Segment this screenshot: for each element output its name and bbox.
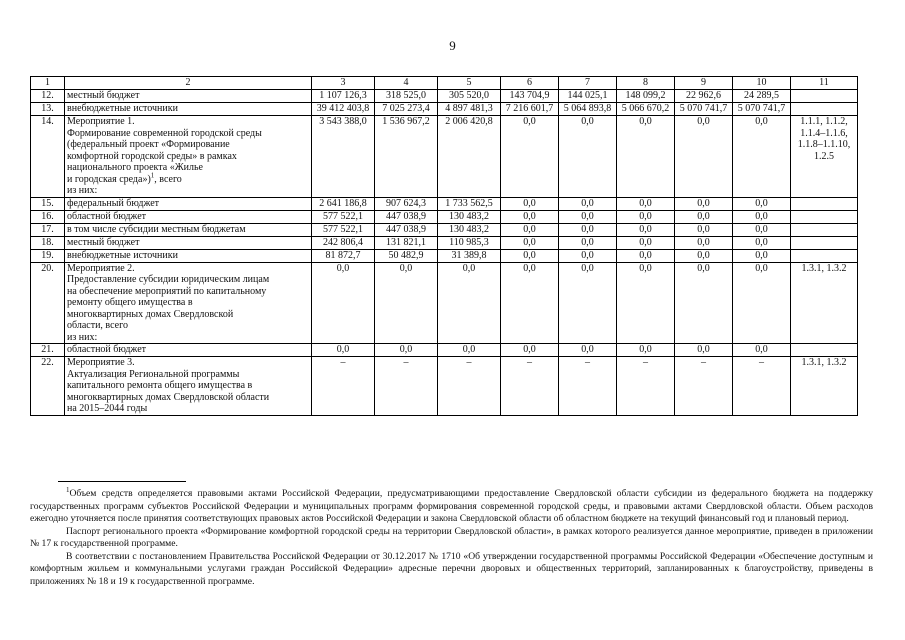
row-number: 22. bbox=[31, 357, 65, 416]
target-refs bbox=[791, 116, 858, 198]
header-cell: 10 bbox=[733, 77, 791, 90]
description-line bbox=[67, 392, 309, 404]
description-text: на обеспечение мероприятий по капитальному bbox=[67, 285, 267, 297]
value-cell: – bbox=[617, 357, 675, 416]
value-cell: 24 289,5 bbox=[733, 90, 791, 103]
value-cell: 81 872,7 bbox=[312, 249, 375, 262]
target-ref: 1.1.4–1.1.6, bbox=[800, 127, 848, 139]
description-line bbox=[67, 263, 309, 275]
value-cell: 31 389,8 bbox=[438, 249, 501, 262]
description-line bbox=[67, 151, 309, 163]
target-refs bbox=[791, 357, 858, 416]
value-cell: 0,0 bbox=[375, 262, 438, 344]
table-row bbox=[31, 90, 858, 103]
description-text: (федеральный проект «Формирование bbox=[67, 139, 230, 150]
value-cell: 2 006 420,8 bbox=[438, 116, 501, 198]
value-cell: 0,0 bbox=[733, 223, 791, 236]
description-text: Актуализация Региональной программы bbox=[67, 368, 240, 380]
value-cell: 0,0 bbox=[501, 249, 559, 262]
description-text: местный бюджет bbox=[67, 236, 140, 248]
description-text: национального проекта «Жилье bbox=[67, 162, 203, 173]
value-cell: 0,0 bbox=[733, 262, 791, 344]
target-ref: 1.2.5 bbox=[814, 150, 834, 162]
table-row bbox=[31, 223, 858, 236]
value-cell: 0,0 bbox=[312, 344, 375, 357]
description-line bbox=[67, 369, 309, 381]
description-line bbox=[67, 320, 309, 332]
table-row bbox=[31, 236, 858, 249]
value-cell: 0,0 bbox=[733, 116, 791, 198]
value-cell: 2 641 186,8 bbox=[312, 197, 375, 210]
value-cell: 0,0 bbox=[617, 344, 675, 357]
description-line bbox=[67, 344, 309, 356]
value-cell: – bbox=[501, 357, 559, 416]
row-description bbox=[65, 344, 312, 357]
table-row bbox=[31, 249, 858, 262]
row-description bbox=[65, 357, 312, 416]
header-cell: 5 bbox=[438, 77, 501, 90]
description-text: внебюджетные источники bbox=[67, 103, 178, 114]
table-row bbox=[31, 262, 858, 344]
financing-table bbox=[30, 76, 858, 416]
row-description bbox=[65, 223, 312, 236]
description-text: многоквартирных домах Свердловской bbox=[67, 308, 234, 320]
target-refs bbox=[791, 344, 858, 357]
value-cell: 0,0 bbox=[501, 236, 559, 249]
header-cell: 6 bbox=[501, 77, 559, 90]
description-text: Мероприятие 3. bbox=[67, 357, 135, 368]
description-line bbox=[67, 90, 309, 102]
value-cell: 0,0 bbox=[617, 262, 675, 344]
footnote-text bbox=[30, 485, 873, 526]
description-line bbox=[67, 297, 309, 309]
row-description bbox=[65, 197, 312, 210]
value-cell: – bbox=[675, 357, 733, 416]
value-cell: 242 806,4 bbox=[312, 236, 375, 249]
value-cell: 0,0 bbox=[733, 344, 791, 357]
value-cell: 0,0 bbox=[501, 262, 559, 344]
value-cell: 0,0 bbox=[438, 344, 501, 357]
description-line bbox=[67, 103, 309, 115]
row-description bbox=[65, 116, 312, 198]
value-cell: 907 624,3 bbox=[375, 197, 438, 210]
description-line bbox=[67, 380, 309, 392]
value-cell: 0,0 bbox=[675, 236, 733, 249]
value-cell: 0,0 bbox=[559, 116, 617, 198]
target-refs bbox=[791, 262, 858, 344]
value-cell: 318 525,0 bbox=[375, 90, 438, 103]
description-text: из них: bbox=[67, 185, 98, 196]
value-cell: 1 107 126,3 bbox=[312, 90, 375, 103]
value-cell: 0,0 bbox=[617, 116, 675, 198]
value-cell: 0,0 bbox=[675, 210, 733, 223]
value-cell: – bbox=[312, 357, 375, 416]
value-cell: 0,0 bbox=[675, 197, 733, 210]
description-line bbox=[67, 309, 309, 321]
row-description bbox=[65, 262, 312, 344]
row-number: 16. bbox=[31, 210, 65, 223]
row-number: 21. bbox=[31, 344, 65, 357]
target-ref: 1.3.1, 1.3.2 bbox=[801, 262, 847, 274]
value-cell: 0,0 bbox=[733, 249, 791, 262]
value-cell: 0,0 bbox=[559, 344, 617, 357]
value-cell: 131 821,1 bbox=[375, 236, 438, 249]
description-tail: , всего bbox=[154, 173, 182, 185]
row-description bbox=[65, 103, 312, 116]
value-cell: 1 733 562,5 bbox=[438, 197, 501, 210]
table-row bbox=[31, 357, 858, 416]
description-line bbox=[67, 250, 309, 262]
value-cell: 0,0 bbox=[559, 236, 617, 249]
value-cell: 39 412 403,8 bbox=[312, 103, 375, 116]
value-cell: 447 038,9 bbox=[375, 223, 438, 236]
footnote-divider bbox=[58, 481, 186, 482]
value-cell: 0,0 bbox=[559, 197, 617, 210]
description-line bbox=[67, 274, 309, 286]
page-number: 9 bbox=[449, 38, 456, 53]
value-cell: 5 064 893,8 bbox=[559, 103, 617, 116]
target-refs bbox=[791, 197, 858, 210]
description-line bbox=[67, 211, 309, 223]
value-cell: 0,0 bbox=[617, 249, 675, 262]
description-text: внебюджетные источники bbox=[67, 249, 178, 261]
header-cell: 1 bbox=[31, 77, 65, 90]
value-cell: 3 543 388,0 bbox=[312, 116, 375, 198]
target-ref: 1.3.1, 1.3.2 bbox=[801, 357, 847, 368]
row-number: 13. bbox=[31, 103, 65, 116]
row-description bbox=[65, 210, 312, 223]
target-refs bbox=[791, 90, 858, 103]
value-cell: 0,0 bbox=[438, 262, 501, 344]
target-refs bbox=[791, 223, 858, 236]
row-number: 17. bbox=[31, 223, 65, 236]
description-line bbox=[67, 403, 309, 415]
header-cell: 2 bbox=[65, 77, 312, 90]
description-text: области, всего bbox=[67, 320, 128, 331]
value-cell: – bbox=[733, 357, 791, 416]
value-cell: 0,0 bbox=[733, 236, 791, 249]
value-cell: 305 520,0 bbox=[438, 90, 501, 103]
value-cell: 0,0 bbox=[617, 197, 675, 210]
value-cell: – bbox=[375, 357, 438, 416]
value-cell: 0,0 bbox=[375, 344, 438, 357]
value-cell: 0,0 bbox=[617, 223, 675, 236]
value-cell: 0,0 bbox=[675, 344, 733, 357]
value-cell: 447 038,9 bbox=[375, 210, 438, 223]
description-line bbox=[67, 332, 309, 344]
value-cell: 0,0 bbox=[559, 223, 617, 236]
value-cell: 0,0 bbox=[559, 210, 617, 223]
table-row bbox=[31, 116, 858, 198]
footnote-body: Объем средств определяется правовыми актами Российской Федерации, предусматривающими предоставление Свердловской области субсидии из федерального бюджета на поддержку государственных программ субъектов Российской Федерации и муниципальных программ формирования современной городской среды, и правовыми актами Свердловской области. Объем расходов ежегодно уточняется после принятия соответствующих правовых актов Российской Федерации и закона Свердловской области об областном бюджете на текущий финансовый год и плановый период. bbox=[30, 488, 873, 524]
value-cell: 0,0 bbox=[559, 249, 617, 262]
value-cell: 0,0 bbox=[501, 197, 559, 210]
target-refs bbox=[791, 103, 858, 116]
value-cell: 0,0 bbox=[501, 344, 559, 357]
description-text: в том числе субсидии местным бюджетам bbox=[67, 223, 246, 235]
decree-note: В соответствии с постановлением Правительства Российской Федерации от 30.12.2017 № 1710 «Об утверждении государственной программы Российской Федерации «Обеспечение доступным и комфортным жильем и коммунальными услугами граждан Российской Федерации» адресные перечни дворовых и общественных территорий, запланированных к благоустройству, приведены в приложениях № 18 и 19 к государственной программе. bbox=[30, 550, 873, 587]
value-cell: 0,0 bbox=[675, 223, 733, 236]
description-line bbox=[67, 237, 309, 249]
row-number: 18. bbox=[31, 236, 65, 249]
description-line bbox=[67, 286, 309, 298]
description-line bbox=[67, 116, 309, 128]
row-number: 19. bbox=[31, 249, 65, 262]
table-row bbox=[31, 103, 858, 116]
value-cell: 0,0 bbox=[501, 223, 559, 236]
value-cell: 5 070 741,7 bbox=[733, 103, 791, 116]
value-cell: 110 985,3 bbox=[438, 236, 501, 249]
description-line bbox=[67, 357, 309, 369]
row-description bbox=[65, 236, 312, 249]
value-cell: 7 216 601,7 bbox=[501, 103, 559, 116]
row-number: 15. bbox=[31, 197, 65, 210]
description-text: из них: bbox=[67, 331, 98, 343]
header-cell: 4 bbox=[375, 77, 438, 90]
value-cell: 0,0 bbox=[559, 262, 617, 344]
value-cell: 0,0 bbox=[312, 262, 375, 344]
value-cell: 144 025,1 bbox=[559, 90, 617, 103]
description-text: ремонту общего имущества в bbox=[67, 297, 193, 308]
header-cell: 3 bbox=[312, 77, 375, 90]
description-line bbox=[67, 224, 309, 236]
row-number: 20. bbox=[31, 262, 65, 344]
value-cell: 577 522,1 bbox=[312, 223, 375, 236]
description-text: и городская среда») bbox=[67, 173, 151, 185]
value-cell: 148 099,2 bbox=[617, 90, 675, 103]
description-text: Мероприятие 1. bbox=[67, 116, 135, 127]
value-cell: 7 025 273,4 bbox=[375, 103, 438, 116]
value-cell: 0,0 bbox=[675, 116, 733, 198]
table-row bbox=[31, 210, 858, 223]
description-text: комфортной городской среды» в рамках bbox=[67, 150, 237, 162]
target-refs bbox=[791, 236, 858, 249]
description-text: на 2015–2044 годы bbox=[67, 403, 148, 414]
target-ref: 1.1.8–1.1.10, bbox=[797, 139, 851, 150]
row-number: 14. bbox=[31, 116, 65, 198]
table-row bbox=[31, 197, 858, 210]
row-number: 12. bbox=[31, 90, 65, 103]
description-text: областной бюджет bbox=[67, 344, 147, 355]
header-cell: 11 bbox=[791, 77, 858, 90]
table-row bbox=[31, 344, 858, 357]
description-line bbox=[67, 198, 309, 210]
notes-section bbox=[30, 485, 873, 588]
description-text: местный бюджет bbox=[67, 90, 140, 101]
value-cell: 143 704,9 bbox=[501, 90, 559, 103]
description-text: Мероприятие 2. bbox=[67, 262, 135, 274]
value-cell: 130 483,2 bbox=[438, 223, 501, 236]
value-cell: 1 536 967,2 bbox=[375, 116, 438, 198]
value-cell: 0,0 bbox=[617, 236, 675, 249]
value-cell: 5 070 741,7 bbox=[675, 103, 733, 116]
target-refs bbox=[791, 210, 858, 223]
value-cell: 577 522,1 bbox=[312, 210, 375, 223]
header-cell: 7 bbox=[559, 77, 617, 90]
description-text: Формирование современной городской среды bbox=[67, 127, 262, 139]
value-cell: 22 962,6 bbox=[675, 90, 733, 103]
description-text: многоквартирных домах Свердловской области bbox=[67, 391, 270, 403]
description-line bbox=[67, 185, 309, 197]
description-text: областной бюджет bbox=[67, 210, 147, 222]
value-cell: 4 897 481,3 bbox=[438, 103, 501, 116]
header-cell: 8 bbox=[617, 77, 675, 90]
row-description bbox=[65, 90, 312, 103]
target-ref: 1.1.1, 1.1.2, bbox=[800, 116, 848, 127]
passport-note: Паспорт регионального проекта «Формирование комфортной городской среды на территории Свердловской области», в рамках которого реализуется данное мероприятие, приведен в приложении № 17 к государственной программе. bbox=[30, 525, 873, 549]
value-cell: 5 066 670,2 bbox=[617, 103, 675, 116]
description-line bbox=[67, 139, 309, 151]
description-text: Предоставление субсидии юридическим лицам bbox=[67, 274, 270, 285]
description-line bbox=[67, 171, 309, 186]
row-description bbox=[65, 249, 312, 262]
footnote-mark: 1 bbox=[66, 485, 70, 494]
description-text: капитального ремонта общего имущества в bbox=[67, 380, 253, 391]
value-cell: 0,0 bbox=[733, 210, 791, 223]
header-row bbox=[31, 77, 858, 90]
target-refs bbox=[791, 249, 858, 262]
value-cell: 50 482,9 bbox=[375, 249, 438, 262]
footnote-ref: 1 bbox=[150, 171, 155, 180]
header-cell: 9 bbox=[675, 77, 733, 90]
value-cell: 130 483,2 bbox=[438, 210, 501, 223]
value-cell: 0,0 bbox=[675, 249, 733, 262]
description-line bbox=[67, 128, 309, 140]
value-cell: 0,0 bbox=[501, 116, 559, 198]
value-cell: 0,0 bbox=[501, 210, 559, 223]
description-text: федеральный бюджет bbox=[67, 197, 160, 209]
value-cell: – bbox=[559, 357, 617, 416]
value-cell: 0,0 bbox=[733, 197, 791, 210]
value-cell: – bbox=[438, 357, 501, 416]
description-line bbox=[67, 162, 309, 174]
value-cell: 0,0 bbox=[675, 262, 733, 344]
value-cell: 0,0 bbox=[617, 210, 675, 223]
